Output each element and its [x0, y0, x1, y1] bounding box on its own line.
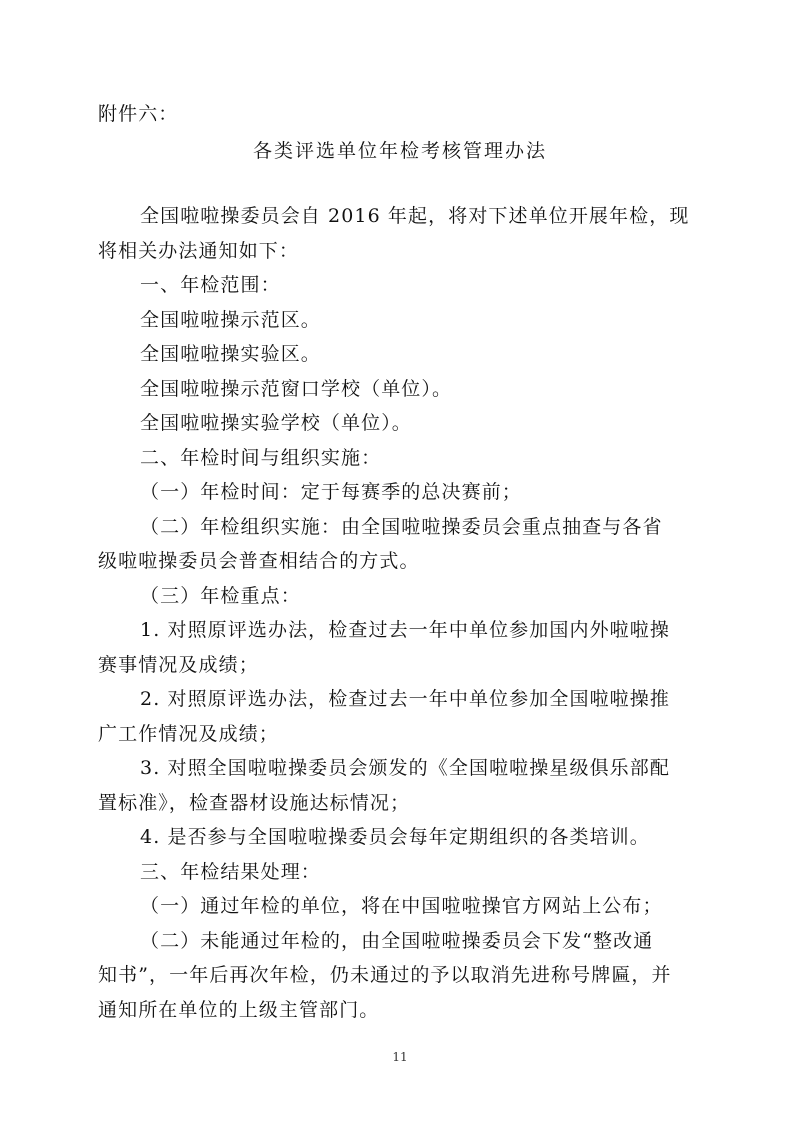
attachment-label: 附件六：	[98, 103, 179, 125]
section-heading: 二、年检时间与组织实施：	[140, 447, 382, 469]
paragraph-line: 知书”，一年后再次年检，仍未通过的予以取消先进称号牌匾，并	[98, 964, 672, 986]
subsection-line: （一）通过年检的单位，将在中国啦啦操官方网站上公布；	[140, 895, 663, 917]
section-heading: 三、年检结果处理：	[140, 861, 321, 883]
list-item: 全国啦啦操示范区。	[140, 309, 321, 331]
list-item: 全国啦啦操实验区。	[140, 343, 321, 365]
page-number: 11	[392, 1050, 408, 1064]
paragraph-line: 级啦啦操委员会普查相结合的方式。	[98, 550, 420, 572]
paragraph-line: 将相关办法通知如下：	[98, 240, 300, 262]
document-title: 各类评选单位年检考核管理办法	[252, 140, 547, 162]
paragraph-line: 赛事情况及成绩；	[98, 654, 259, 676]
paragraph-line: 广工作情况及成绩；	[98, 723, 279, 745]
list-item: 2. 对照原评选办法，检查过去一年中单位参加全国啦啦操推	[140, 688, 670, 710]
subsection-line: （一）年检时间：定于每赛季的总决赛前；	[140, 481, 522, 503]
paragraph-line: 全国啦啦操委员会自 2016 年起，将对下述单位开展年检，现	[140, 205, 690, 227]
paragraph-line: 通知所在单位的上级主管部门。	[98, 999, 380, 1021]
list-item: 全国啦啦操示范窗口学校（单位）。	[140, 378, 453, 400]
section-heading: 一、年检范围：	[140, 274, 281, 296]
subsection-line: （二）年检组织实施：由全国啦啦操委员会重点抽查与各省	[140, 516, 663, 538]
subsection-line: （二）未能通过年检的，由全国啦啦操委员会下发“整改通	[140, 930, 654, 952]
list-item: 全国啦啦操实验学校（单位）。	[140, 412, 412, 434]
list-item: 3. 对照全国啦啦操委员会颁发的《全国啦啦操星级俱乐部配	[140, 757, 670, 779]
list-item: 4. 是否参与全国啦啦操委员会每年定期组织的各类培训。	[140, 826, 650, 848]
subsection-line: （三）年检重点：	[140, 585, 301, 607]
list-item: 1. 对照原评选办法，检查过去一年中单位参加国内外啦啦操	[140, 619, 670, 641]
paragraph-line: 置标准》，检查器材设施达标情况；	[98, 792, 411, 814]
